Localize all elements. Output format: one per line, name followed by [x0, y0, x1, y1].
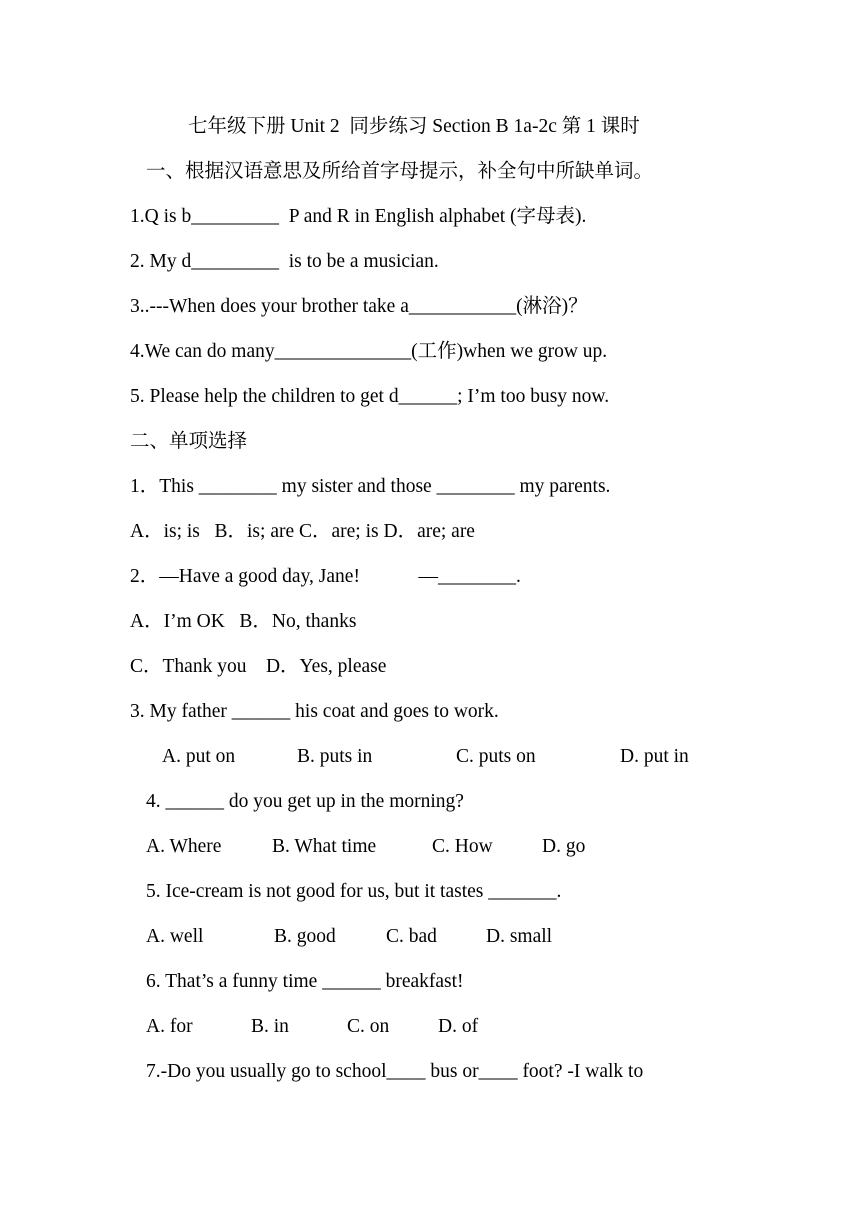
section-1-heading: 一、根据汉语意思及所给首字母提示，补全句中所缺单词。 — [146, 161, 654, 182]
section-2-heading: 二、单项选择 — [130, 431, 248, 452]
mc-question-5-option-a: A. well — [146, 926, 204, 947]
mc-question-2-options-line-1: A．I’m OK B．No, thanks — [130, 611, 357, 632]
mc-question-3-option-a: A. put on — [162, 746, 236, 767]
mc-question-4-option-c: C. How — [432, 836, 493, 857]
mc-question-6-option-a: A. for — [146, 1016, 193, 1037]
fill-blank-item-1: 1.Q is b_________ P and R in English alphabet (字母表). — [130, 206, 587, 227]
mc-question-5-stem: 5. Ice-cream is not good for us, but it tastes _______. — [146, 881, 562, 902]
mc-question-5-option-c: C. bad — [386, 926, 437, 947]
mc-question-6-option-b: B. in — [251, 1016, 289, 1037]
mc-question-2-stem: 2．—Have a good day, Jane! —________. — [130, 566, 521, 587]
mc-question-2-options-line-2: C．Thank you D．Yes, please — [130, 656, 387, 677]
mc-question-3-stem: 3. My father ______ his coat and goes to work. — [130, 701, 499, 722]
mc-question-4-option-b: B. What time — [272, 836, 377, 857]
mc-question-1-stem: 1．This ________ my sister and those ________ my parents. — [130, 476, 611, 497]
mc-question-4-option-a: A. Where — [146, 836, 222, 857]
mc-question-6-option-d: D. of — [438, 1016, 479, 1037]
mc-question-4-option-d: D. go — [542, 836, 586, 857]
fill-blank-item-4: 4.We can do many______________(工作)when we grow up. — [130, 341, 608, 362]
fill-blank-item-5: 5. Please help the children to get d______; I’m too busy now. — [130, 386, 610, 407]
mc-question-5-option-b: B. good — [274, 926, 336, 947]
mc-question-3-option-b: B. puts in — [297, 746, 373, 767]
mc-question-1-options: A．is; is B．is; are C．are; is D．are; are — [130, 521, 475, 542]
mc-question-6-stem: 6. That’s a funny time ______ breakfast! — [146, 971, 464, 992]
mc-question-5-option-d: D. small — [486, 926, 553, 947]
mc-question-3-option-d: D. put in — [620, 746, 689, 767]
page-title: 七年级下册 Unit 2 同步练习 Section B 1a-2c 第 1 课时 — [188, 116, 640, 137]
mc-question-7-stem: 7.-Do you usually go to school____ bus or____ foot? -I walk to — [146, 1061, 644, 1082]
mc-question-3-option-c: C. puts on — [456, 746, 536, 767]
mc-question-4-stem: 4. ______ do you get up in the morning? — [146, 791, 464, 812]
mc-question-6-option-c: C. on — [347, 1016, 390, 1037]
fill-blank-item-2: 2. My d_________ is to be a musician. — [130, 251, 439, 272]
fill-blank-item-3: 3..---When does your brother take a___________(淋浴)？ — [130, 296, 588, 317]
